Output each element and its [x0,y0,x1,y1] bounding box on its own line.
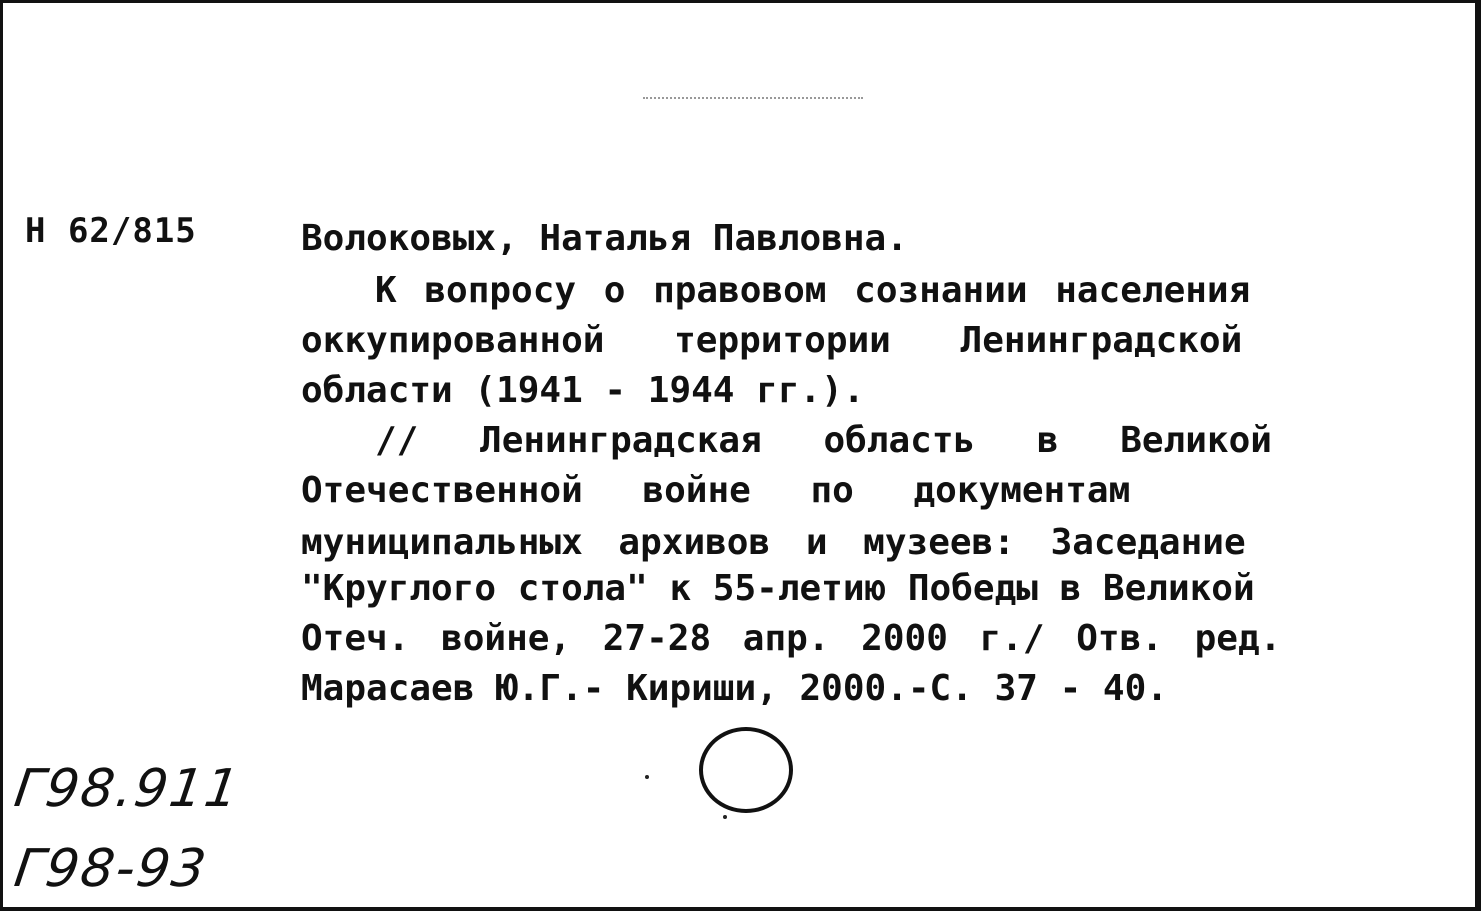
source-line-2: Отечественной войне по документам [301,470,1131,511]
title-line-1 [375,270,1409,311]
source-line-6: Марасаев Ю.Г.- Кириши, 2000.-С. 37 - 40. [301,668,1168,709]
handwritten-classification-1: Г98.911 [10,759,245,819]
source-line-3: муниципальных архивов и музеев: Заседание [301,522,1246,563]
title-line-2: оккупированной территории Ленинградской [301,320,1243,361]
title-line-3: области (1941 - 1944 гг.). [301,370,865,411]
handwritten-classification-2: Г98-93 [10,839,212,899]
source-line-1: // Ленинградская область в Великой [375,420,1272,461]
punched-circle-mark [699,727,793,813]
author-line: Волоковых, Наталья Павловна. [301,218,908,259]
shelfmark: Н 62/815 [25,211,197,251]
scan-speck [723,815,727,819]
scan-artifact [643,97,863,103]
source-line-5: Отеч. войне, 27-28 апр. 2000 г./ Отв. ред. [301,618,1282,659]
scan-speck [645,775,649,779]
title-line-1-text: К вопросу о правовом сознании населения [375,270,1251,311]
source-line-4: "Круглого стола" к 55-летию Победы в Великой [301,568,1255,609]
